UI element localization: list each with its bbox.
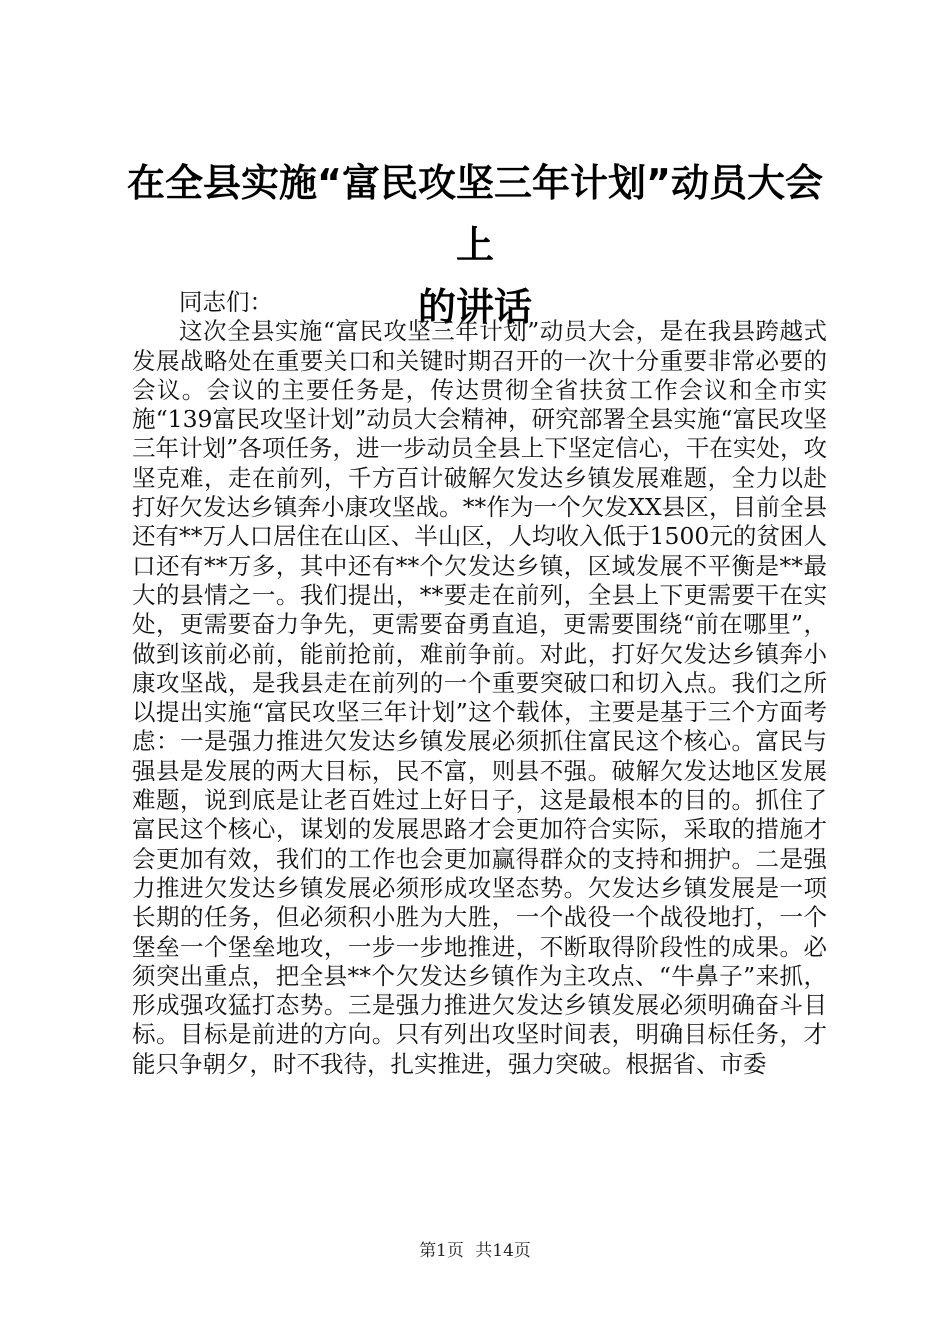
- page-number: 第1页: [419, 1241, 464, 1261]
- title-line-2: 的讲话: [417, 285, 532, 329]
- salutation: 同志们：: [179, 288, 273, 316]
- body-paragraph: 这次全县实施“富民攻坚三年计划”动员大会，是在我县跨越式发展战略处在重要关口和关键时期召开的一次十分重要非常必要的会议。会议的主要任务是，传达贯彻全省扶贫工作会议和全市实施“139富民攻坚计划”动员大会精神，研究部署全县实施“富民攻坚三年计划”各项任务，进一步动员全县上下坚定信心，干在实处，攻坚克难，走在前列，千方百计破解欠发达乡镇发展难题，全力以赴打好欠发达乡镇奔小康攻坚战。**作为一个欠发XX县区，目前全县还有**万人口居住在山区、半山区，人均收入低于1500元的贫困人口还有**万多，其中还有**个欠发达乡镇，区域发展不平衡是**最大的县情之一。我们提出，**要走在前列，全县上下更需要干在实处，更需要奋力争先，更需要奋勇直追，更需要围绕“前在哪里”，做到该前必前，能前抢前，难前争前。对此，打好欠发达乡镇奔小康攻坚战，是我县走在前列的一个重要突破口和切入点。我们之所以提出实施“富民攻坚三年计划”这个载体，主要是基于三个方面考虑：一是强力推进欠发达乡镇发展必须抓住富民这个核心。富民与强县是发展的两大目标，民不富，则县不强。破解欠发达地区发展难题，说到底是让老百姓过上好日子，这是最根本的目的。抓住了富民这个核心，谋划的发展思路才会更加符合实际，采取的措施才会更加有效，我们的工作也会更加赢得群众的支持和拥护。二是强力推进欠发达乡镇发展必须形成攻坚态势。欠发达乡镇发展是一项长期的任务，但必须积小胜为大胜，一个战役一个战役地打，一个堡垒一个堡垒地攻，一步一步地推进，不断取得阶段性的成果。必须突出重点，把全县**个欠发达乡镇作为主攻点、“牛鼻子”来抓，形成强攻猛打态势。三是强力推进欠发达乡镇发展必须明确奋斗目标。目标是前进的方向。只有列出攻坚时间表，明确目标任务，才能只争朝夕，时不我待，扎实推进，强力突破。根据省、市委: [132, 317, 827, 1078]
- document-body: [132, 288, 827, 1079]
- page-footer: [0, 1240, 950, 1262]
- page-total: 共14页: [475, 1241, 531, 1261]
- title-line-1: 在全县实施“富民攻坚三年计划”动员大会上: [127, 161, 823, 267]
